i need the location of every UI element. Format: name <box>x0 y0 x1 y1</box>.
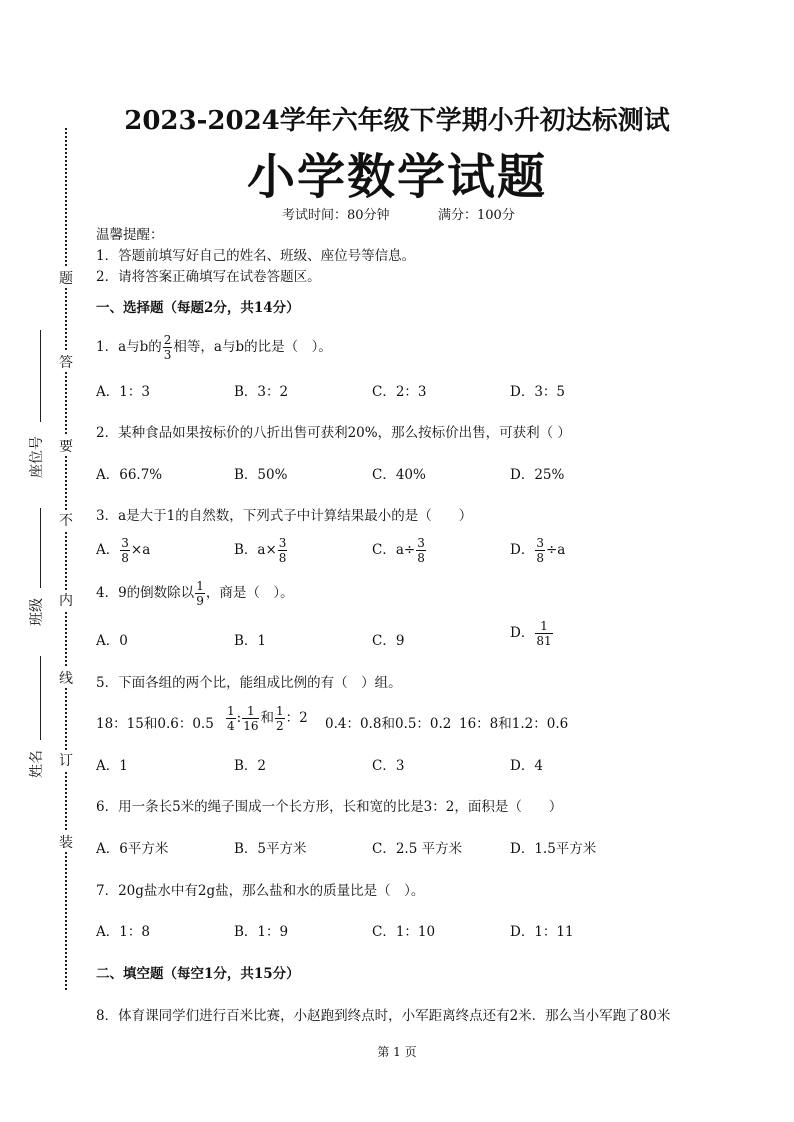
binding-char: 线 <box>58 668 74 688</box>
numerator: 1 <box>196 579 204 593</box>
option-a: A．1：8 <box>96 924 150 940</box>
question-5: 5．下面各组的两个比，能组成比例的有（ ）组。 <box>96 675 402 691</box>
option-c: C．40% <box>372 467 426 483</box>
option-a: A．6平方米 <box>96 841 169 857</box>
numerator: 3 <box>536 536 544 550</box>
binding-dotted-line <box>65 128 67 990</box>
option-c: C．9 <box>372 633 405 649</box>
question-text: 1．a与b的 <box>96 339 162 355</box>
question-6: 6．用一条长5米的绳子围成一个长方形，长和宽的比是3：2，面积是（ ） <box>96 799 563 815</box>
option-d: D．1.5平方米 <box>510 841 597 857</box>
option-d <box>510 620 554 647</box>
option-label: C． <box>372 542 396 558</box>
numerator: 3 <box>278 536 287 550</box>
ratio-text: : <box>236 710 242 726</box>
option-c: C．2：3 <box>372 384 427 400</box>
option-a: A．66.7% <box>96 467 163 483</box>
option-a: A．1 <box>96 758 128 774</box>
question-text: 相等，a与b的比是（ ）。 <box>173 339 332 355</box>
numerator: 1 <box>242 705 259 719</box>
numerator: 1 <box>535 620 552 634</box>
numerator: 3 <box>417 536 425 550</box>
option-text: ÷a <box>545 542 566 558</box>
ratio-pair: 18：15和0.6：0.5 <box>96 716 214 732</box>
question-7: 7．20g盐水中有2g盐，那么盐和水的质量比是（ ）。 <box>96 883 425 899</box>
reminder-item: 2．请将答案正确填写在试卷答题区。 <box>96 269 321 285</box>
option-text: ×a <box>130 542 151 558</box>
binding-char: 要 <box>58 436 74 456</box>
option-d: D．4 <box>510 758 543 774</box>
option-b: B．50% <box>234 467 288 483</box>
binding-char: 订 <box>58 750 74 770</box>
numerator: 2 <box>163 333 172 347</box>
reminder-title: 温馨提醒： <box>96 227 164 243</box>
fraction <box>120 537 130 564</box>
reminder-item: 1．答题前填写好自己的姓名、班级、座位号等信息。 <box>96 248 416 264</box>
class-label: 班级 <box>29 598 45 626</box>
fraction <box>242 705 259 732</box>
binding-char: 答 <box>58 352 74 372</box>
option-a: A．0 <box>96 633 128 649</box>
option-d: D．1：11 <box>510 924 574 940</box>
exam-title: 2023-2024学年六年级下学期小升初达标测试 <box>124 106 670 136</box>
denominator: 4 <box>227 719 235 733</box>
denominator: 3 <box>163 348 172 362</box>
option-c: C．2.5 平方米 <box>372 841 463 857</box>
seat-label: 座位号 <box>29 436 45 478</box>
fraction <box>535 620 552 647</box>
option-d: D．3：5 <box>510 384 566 400</box>
option-c: C．1：10 <box>372 924 436 940</box>
fraction <box>275 705 285 732</box>
option-b <box>234 537 288 564</box>
option-text: a÷ <box>395 542 416 558</box>
option-b: B．5平方米 <box>234 841 307 857</box>
binding-char: 不 <box>58 510 74 530</box>
question-8: 8．体育课同学们进行百米比赛，小赵跑到终点时，小军距离终点还有2米．那么当小军跑了80米 <box>96 1008 671 1024</box>
option-a: A．1：3 <box>96 384 150 400</box>
option-label: B． <box>234 542 258 558</box>
question-text: 4．9的倒数除以 <box>96 585 195 601</box>
exam-time: 考试时间：80分钟 <box>282 208 390 223</box>
binding-char: 内 <box>58 590 74 610</box>
option-b: B．3：2 <box>234 384 289 400</box>
fraction <box>416 537 426 564</box>
numerator: 1 <box>275 704 284 718</box>
denominator: 8 <box>536 551 544 565</box>
section-title: 二、填空题（每空1分，共15分） <box>96 966 300 982</box>
main-title: 小学数学试题 <box>246 149 547 205</box>
question-2: 2．某种食品如果按标价的八折出售可获利20%，那么按标价出售，可获利（ ） <box>96 425 571 441</box>
option-d <box>510 537 565 564</box>
ratio-pair: 16：8和1.2：0.6 <box>459 716 569 732</box>
ratio-pair <box>225 705 308 732</box>
fraction <box>163 334 173 361</box>
name-fill-line <box>40 656 41 740</box>
page-number: 第 1 页 <box>377 1045 417 1059</box>
option-a <box>96 537 150 564</box>
denominator: 8 <box>417 551 425 565</box>
ratio-text: ：2 <box>285 710 308 726</box>
fraction <box>535 537 545 564</box>
binding-char: 题 <box>58 268 74 288</box>
denominator: 8 <box>278 551 287 565</box>
full-score: 满分：100分 <box>438 208 515 223</box>
option-d: D．25% <box>510 467 565 483</box>
question-4 <box>96 580 294 607</box>
denominator: 16 <box>243 719 259 733</box>
denominator: 81 <box>536 634 552 648</box>
option-label: D． <box>510 542 535 558</box>
binding-char: 装 <box>58 832 74 852</box>
option-label: D． <box>510 625 535 641</box>
option-b: B．1：9 <box>234 924 289 940</box>
section-title: 一、选择题（每题2分，共14分） <box>96 300 300 316</box>
name-label: 姓名 <box>29 750 45 778</box>
numerator: 3 <box>121 536 129 550</box>
option-b: B．2 <box>234 758 267 774</box>
option-b: B．1 <box>234 633 267 649</box>
numerator: 1 <box>227 704 235 718</box>
fraction <box>278 537 288 564</box>
denominator: 8 <box>121 551 129 565</box>
fraction <box>195 580 205 607</box>
ratio-text: 和 <box>260 710 274 726</box>
question-1 <box>96 334 332 361</box>
option-text: a× <box>257 542 277 558</box>
question-text: ，商是（ ）。 <box>205 585 294 601</box>
seat-fill-line <box>40 330 41 422</box>
option-label: A． <box>96 542 120 558</box>
question-3: 3．a是大于1的自然数，下列式子中计算结果最小的是（ ） <box>96 508 473 524</box>
fraction <box>226 705 236 732</box>
class-fill-line <box>40 508 41 588</box>
ratio-pair: 0.4：0.8和0.5：0.2 <box>325 716 452 732</box>
denominator: 9 <box>196 594 204 608</box>
option-c <box>372 537 427 564</box>
denominator: 2 <box>275 719 284 733</box>
option-c: C．3 <box>372 758 405 774</box>
